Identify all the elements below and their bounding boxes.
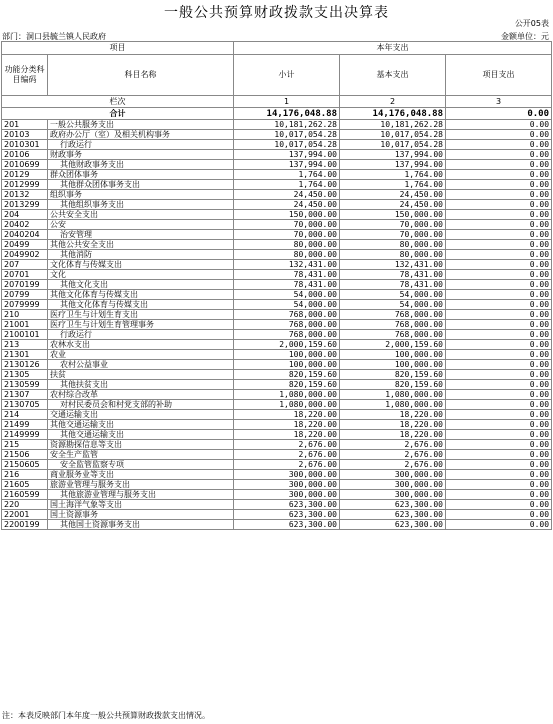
row-basic: 768,000.00 — [340, 330, 446, 340]
row-subtotal: 10,017,054.28 — [234, 130, 340, 140]
row-name: 农村公益事业 — [48, 360, 234, 370]
row-project: 0.00 — [446, 120, 552, 130]
row-project: 0.00 — [446, 380, 552, 390]
row-project: 0.00 — [446, 200, 552, 210]
row-project: 0.00 — [446, 320, 552, 330]
row-subtotal: 768,000.00 — [234, 320, 340, 330]
row-subtotal: 80,000.00 — [234, 250, 340, 260]
row-basic: 300,000.00 — [340, 480, 446, 490]
row-project: 0.00 — [446, 460, 552, 470]
footer-note: 注：本表反映部门本年度一般公共预算财政拨款支出情况。 — [2, 711, 210, 720]
row-name: 交通运输支出 — [48, 410, 234, 420]
row-subtotal: 2,676.00 — [234, 450, 340, 460]
row-subtotal: 18,220.00 — [234, 410, 340, 420]
row-project: 0.00 — [446, 280, 552, 290]
table-row — [2, 430, 552, 440]
row-name: 其他交通运输支出 — [48, 430, 234, 440]
row-basic: 623,300.00 — [340, 510, 446, 520]
row-name: 医疗卫生与计划生育管理事务 — [48, 320, 234, 330]
row-code: 210 — [2, 310, 48, 320]
table-row — [2, 130, 552, 140]
row-name: 其他组织事务支出 — [48, 200, 234, 210]
table-row — [2, 510, 552, 520]
table-row — [2, 350, 552, 360]
row-basic: 137,994.00 — [340, 150, 446, 160]
column-number-label: 栏次 — [2, 96, 234, 108]
row-basic: 623,300.00 — [340, 500, 446, 510]
row-project: 0.00 — [446, 520, 552, 530]
row-project: 0.00 — [446, 400, 552, 410]
row-code: 207 — [2, 260, 48, 270]
row-code: 2040204 — [2, 230, 48, 240]
row-name: 安全生产监管 — [48, 450, 234, 460]
row-subtotal: 137,994.00 — [234, 160, 340, 170]
row-basic: 24,450.00 — [340, 190, 446, 200]
row-code: 21506 — [2, 450, 48, 460]
table-row — [2, 380, 552, 390]
total-project: 0.00 — [446, 108, 552, 120]
row-basic: 768,000.00 — [340, 320, 446, 330]
row-basic: 768,000.00 — [340, 310, 446, 320]
row-project: 0.00 — [446, 180, 552, 190]
table-row — [2, 310, 552, 320]
row-subtotal: 10,181,262.28 — [234, 120, 340, 130]
row-basic: 300,000.00 — [340, 470, 446, 480]
row-project: 0.00 — [446, 450, 552, 460]
table-row — [2, 230, 552, 240]
row-name: 其他文化支出 — [48, 280, 234, 290]
row-name: 其他文化体育与传媒支出 — [48, 300, 234, 310]
row-project: 0.00 — [446, 150, 552, 160]
row-subtotal: 2,676.00 — [234, 460, 340, 470]
row-subtotal: 70,000.00 — [234, 220, 340, 230]
row-code: 214 — [2, 410, 48, 420]
row-code: 20701 — [2, 270, 48, 280]
row-name: 群众团体事务 — [48, 170, 234, 180]
row-basic: 24,450.00 — [340, 200, 446, 210]
row-project: 0.00 — [446, 510, 552, 520]
row-project: 0.00 — [446, 140, 552, 150]
row-code: 2160599 — [2, 490, 48, 500]
table-row — [2, 290, 552, 300]
row-name: 其他文化体育与传媒支出 — [48, 290, 234, 300]
table-row — [2, 320, 552, 330]
row-name: 农村综合改革 — [48, 390, 234, 400]
row-name: 公安 — [48, 220, 234, 230]
row-basic: 1,080,000.00 — [340, 400, 446, 410]
row-code: 20129 — [2, 170, 48, 180]
row-project: 0.00 — [446, 220, 552, 230]
table-row — [2, 400, 552, 410]
row-subtotal: 2,000,159.60 — [234, 340, 340, 350]
table-row — [2, 370, 552, 380]
row-name: 其他公共安全支出 — [48, 240, 234, 250]
row-basic: 1,764.00 — [340, 180, 446, 190]
row-project: 0.00 — [446, 370, 552, 380]
row-project: 0.00 — [446, 490, 552, 500]
project-exp-header: 项目支出 — [446, 55, 552, 96]
column-number-3: 3 — [446, 96, 552, 108]
row-name: 其他财政事务支出 — [48, 160, 234, 170]
row-project: 0.00 — [446, 130, 552, 140]
row-name: 旅游业管理与服务支出 — [48, 480, 234, 490]
department-label: 部门：洞口县毓兰镇人民政府 — [2, 32, 106, 41]
row-basic: 18,220.00 — [340, 430, 446, 440]
row-subtotal: 18,220.00 — [234, 420, 340, 430]
table-row — [2, 180, 552, 190]
row-subtotal: 2,676.00 — [234, 440, 340, 450]
row-code: 2149999 — [2, 430, 48, 440]
row-project: 0.00 — [446, 410, 552, 420]
row-code: 2010699 — [2, 160, 48, 170]
row-subtotal: 24,450.00 — [234, 190, 340, 200]
row-basic: 80,000.00 — [340, 250, 446, 260]
row-project: 0.00 — [446, 210, 552, 220]
row-code: 213 — [2, 340, 48, 350]
row-code: 220 — [2, 500, 48, 510]
row-code: 20402 — [2, 220, 48, 230]
row-name: 行政运行 — [48, 140, 234, 150]
row-subtotal: 24,450.00 — [234, 200, 340, 210]
row-project: 0.00 — [446, 290, 552, 300]
row-code: 201 — [2, 120, 48, 130]
table-row — [2, 490, 552, 500]
row-name: 国土海洋气象等支出 — [48, 500, 234, 510]
row-basic: 10,017,054.28 — [340, 140, 446, 150]
row-name: 农林水支出 — [48, 340, 234, 350]
func-code-header: 功能分类科目编码 — [2, 55, 48, 96]
row-code: 2079999 — [2, 300, 48, 310]
row-basic: 623,300.00 — [340, 520, 446, 530]
row-code: 21301 — [2, 350, 48, 360]
row-basic: 2,676.00 — [340, 450, 446, 460]
table-row — [2, 200, 552, 210]
row-code: 2070199 — [2, 280, 48, 290]
row-code: 21605 — [2, 480, 48, 490]
table-row — [2, 470, 552, 480]
row-subtotal: 623,300.00 — [234, 520, 340, 530]
row-basic: 132,431.00 — [340, 260, 446, 270]
table-row — [2, 270, 552, 280]
table-row — [2, 260, 552, 270]
row-project: 0.00 — [446, 360, 552, 370]
row-name: 对村民委员会和村党支部的补助 — [48, 400, 234, 410]
row-code: 215 — [2, 440, 48, 450]
row-subtotal: 300,000.00 — [234, 490, 340, 500]
row-project: 0.00 — [446, 430, 552, 440]
row-basic: 2,676.00 — [340, 460, 446, 470]
row-subtotal: 78,431.00 — [234, 280, 340, 290]
row-project: 0.00 — [446, 340, 552, 350]
row-name: 安全监管监察专项 — [48, 460, 234, 470]
row-basic: 820,159.60 — [340, 370, 446, 380]
total-subtotal: 14,176,048.88 — [234, 108, 340, 120]
row-project: 0.00 — [446, 250, 552, 260]
row-project: 0.00 — [446, 190, 552, 200]
row-name: 其他国土资源事务支出 — [48, 520, 234, 530]
row-subtotal: 18,220.00 — [234, 430, 340, 440]
row-basic: 78,431.00 — [340, 270, 446, 280]
row-project: 0.00 — [446, 230, 552, 240]
row-subtotal: 70,000.00 — [234, 230, 340, 240]
table-row — [2, 140, 552, 150]
table-row — [2, 150, 552, 160]
row-subtotal: 300,000.00 — [234, 480, 340, 490]
row-name: 财政事务 — [48, 150, 234, 160]
row-code: 204 — [2, 210, 48, 220]
table-row — [2, 240, 552, 250]
row-project: 0.00 — [446, 440, 552, 450]
table-row — [2, 330, 552, 340]
row-subtotal: 1,080,000.00 — [234, 400, 340, 410]
project-header: 项目 — [2, 42, 234, 55]
row-subtotal: 54,000.00 — [234, 300, 340, 310]
row-project: 0.00 — [446, 390, 552, 400]
table-row — [2, 360, 552, 370]
table-row — [2, 220, 552, 230]
row-code: 21305 — [2, 370, 48, 380]
row-code: 2130599 — [2, 380, 48, 390]
table-row — [2, 340, 552, 350]
row-project: 0.00 — [446, 270, 552, 280]
row-basic: 300,000.00 — [340, 490, 446, 500]
row-basic: 2,000,159.60 — [340, 340, 446, 350]
row-subtotal: 820,159.60 — [234, 370, 340, 380]
table-body — [2, 120, 552, 530]
row-basic: 2,676.00 — [340, 440, 446, 450]
row-name: 文化体育与传媒支出 — [48, 260, 234, 270]
row-subtotal: 78,431.00 — [234, 270, 340, 280]
basic-header: 基本支出 — [340, 55, 446, 96]
row-code: 2150605 — [2, 460, 48, 470]
table-row — [2, 450, 552, 460]
row-name: 其他交通运输支出 — [48, 420, 234, 430]
row-project: 0.00 — [446, 470, 552, 480]
total-label: 合计 — [2, 108, 234, 120]
row-name: 医疗卫生与计划生育支出 — [48, 310, 234, 320]
row-subtotal: 1,764.00 — [234, 170, 340, 180]
row-subtotal: 623,300.00 — [234, 510, 340, 520]
table-row — [2, 390, 552, 400]
column-number-1: 1 — [234, 96, 340, 108]
row-name: 扶贫 — [48, 370, 234, 380]
table-row — [2, 280, 552, 290]
row-code: 2012999 — [2, 180, 48, 190]
expenditure-table — [1, 41, 552, 530]
row-subtotal: 100,000.00 — [234, 350, 340, 360]
row-name: 其他群众团体事务支出 — [48, 180, 234, 190]
row-code: 22001 — [2, 510, 48, 520]
table-row — [2, 160, 552, 170]
row-project: 0.00 — [446, 260, 552, 270]
row-name: 农业 — [48, 350, 234, 360]
subject-name-header: 科目名称 — [48, 55, 234, 96]
column-number-2: 2 — [340, 96, 446, 108]
row-subtotal: 80,000.00 — [234, 240, 340, 250]
row-name: 其他旅游业管理与服务支出 — [48, 490, 234, 500]
row-code: 2010301 — [2, 140, 48, 150]
row-name: 文化 — [48, 270, 234, 280]
table-row — [2, 250, 552, 260]
table-row — [2, 300, 552, 310]
row-subtotal: 10,017,054.28 — [234, 140, 340, 150]
row-code: 21001 — [2, 320, 48, 330]
row-code: 2049902 — [2, 250, 48, 260]
report-title: 一般公共预算财政拨款支出决算表 — [164, 5, 389, 21]
table-row — [2, 420, 552, 430]
row-code: 20799 — [2, 290, 48, 300]
subtotal-header: 小计 — [234, 55, 340, 96]
table-row — [2, 210, 552, 220]
row-project: 0.00 — [446, 300, 552, 310]
table-row — [2, 480, 552, 490]
table-row — [2, 190, 552, 200]
row-project: 0.00 — [446, 240, 552, 250]
row-name: 治安管理 — [48, 230, 234, 240]
row-basic: 1,080,000.00 — [340, 390, 446, 400]
row-basic: 1,764.00 — [340, 170, 446, 180]
row-code: 2200199 — [2, 520, 48, 530]
row-code: 2013299 — [2, 200, 48, 210]
row-name: 资源勘探信息等支出 — [48, 440, 234, 450]
row-name: 公共安全支出 — [48, 210, 234, 220]
row-subtotal: 1,080,000.00 — [234, 390, 340, 400]
table-row — [2, 500, 552, 510]
table-row — [2, 410, 552, 420]
row-code: 2130705 — [2, 400, 48, 410]
row-basic: 70,000.00 — [340, 230, 446, 240]
row-subtotal: 54,000.00 — [234, 290, 340, 300]
row-basic: 10,017,054.28 — [340, 130, 446, 140]
table-row — [2, 120, 552, 130]
total-basic: 14,176,048.88 — [340, 108, 446, 120]
row-basic: 18,220.00 — [340, 410, 446, 420]
row-subtotal: 820,159.60 — [234, 380, 340, 390]
row-name: 商业服务业等支出 — [48, 470, 234, 480]
row-name: 其他消防 — [48, 250, 234, 260]
row-subtotal: 100,000.00 — [234, 360, 340, 370]
row-name: 组织事务 — [48, 190, 234, 200]
row-code: 2100101 — [2, 330, 48, 340]
row-project: 0.00 — [446, 480, 552, 490]
table-row — [2, 440, 552, 450]
row-subtotal: 623,300.00 — [234, 500, 340, 510]
row-basic: 820,159.60 — [340, 380, 446, 390]
row-basic: 10,181,262.28 — [340, 120, 446, 130]
row-code: 20499 — [2, 240, 48, 250]
row-project: 0.00 — [446, 350, 552, 360]
row-basic: 54,000.00 — [340, 300, 446, 310]
row-project: 0.00 — [446, 420, 552, 430]
row-code: 21499 — [2, 420, 48, 430]
row-basic: 150,000.00 — [340, 210, 446, 220]
row-subtotal: 768,000.00 — [234, 310, 340, 320]
row-basic: 70,000.00 — [340, 220, 446, 230]
row-basic: 100,000.00 — [340, 350, 446, 360]
form-number: 公开05表 — [514, 19, 549, 28]
row-code: 21307 — [2, 390, 48, 400]
amount-unit-label: 金额单位：元 — [501, 32, 549, 41]
row-name: 国土资源事务 — [48, 510, 234, 520]
row-project: 0.00 — [446, 330, 552, 340]
row-name: 其他扶贫支出 — [48, 380, 234, 390]
table-row — [2, 520, 552, 530]
row-subtotal: 137,994.00 — [234, 150, 340, 160]
row-name: 行政运行 — [48, 330, 234, 340]
row-name: 政府办公厅（室）及相关机构事务 — [48, 130, 234, 140]
row-subtotal: 300,000.00 — [234, 470, 340, 480]
row-basic: 137,994.00 — [340, 160, 446, 170]
row-name: 一般公共服务支出 — [48, 120, 234, 130]
current-year-header: 本年支出 — [234, 42, 552, 55]
row-project: 0.00 — [446, 500, 552, 510]
row-subtotal: 150,000.00 — [234, 210, 340, 220]
row-code: 20132 — [2, 190, 48, 200]
table-row — [2, 170, 552, 180]
row-basic: 78,431.00 — [340, 280, 446, 290]
row-subtotal: 768,000.00 — [234, 330, 340, 340]
row-code: 216 — [2, 470, 48, 480]
table-row — [2, 460, 552, 470]
row-project: 0.00 — [446, 310, 552, 320]
row-basic: 54,000.00 — [340, 290, 446, 300]
row-project: 0.00 — [446, 160, 552, 170]
row-project: 0.00 — [446, 170, 552, 180]
row-basic: 100,000.00 — [340, 360, 446, 370]
row-basic: 80,000.00 — [340, 240, 446, 250]
row-subtotal: 1,764.00 — [234, 180, 340, 190]
row-code: 2130126 — [2, 360, 48, 370]
row-code: 20103 — [2, 130, 48, 140]
row-subtotal: 132,431.00 — [234, 260, 340, 270]
row-basic: 18,220.00 — [340, 420, 446, 430]
row-code: 20106 — [2, 150, 48, 160]
